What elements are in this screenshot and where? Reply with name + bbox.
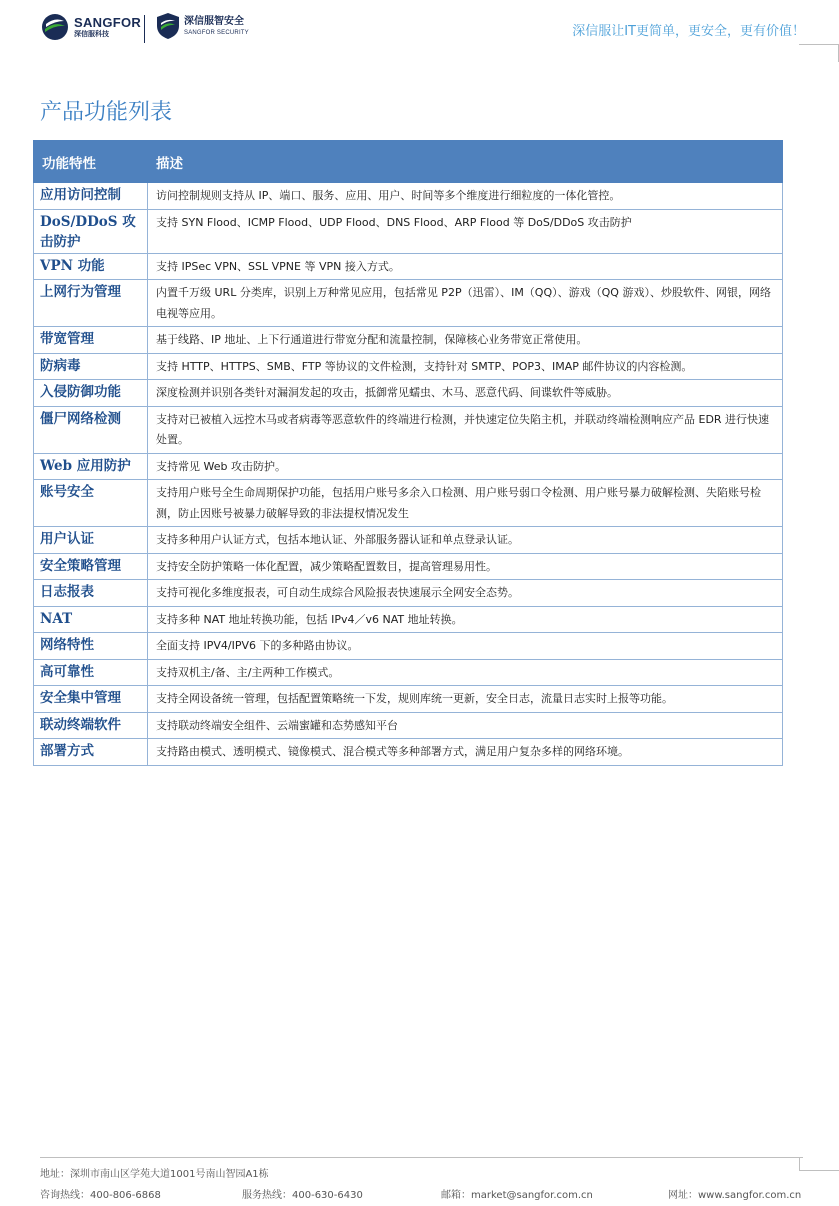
feature-description-cell: 访问控制规则支持从 IP、端口、服务、应用、用户、时间等多个维度进行细粒度的一体化管控。 — [148, 183, 783, 210]
table-row — [34, 580, 783, 607]
table-row — [34, 209, 783, 253]
sangfor-logo — [40, 12, 141, 42]
table-header-row — [34, 141, 783, 183]
feature-description-cell: 支持 IPSec VPN、SSL VPNE 等 VPN 接入方式。 — [148, 253, 783, 280]
table-row — [34, 739, 783, 766]
table-row — [34, 553, 783, 580]
page-header — [0, 0, 839, 60]
table-row — [34, 633, 783, 660]
page-title: 产品功能列表 — [40, 100, 173, 125]
footer-hotline: 咨询热线：400-806-6868 — [40, 1190, 161, 1201]
logo2-cn-text: 深信服智安全 — [184, 15, 244, 27]
table-row — [34, 606, 783, 633]
footer-corner-line-vertical — [799, 1157, 800, 1171]
footer-email: 邮箱：market@sangfor.com.cn — [441, 1190, 593, 1201]
sangfor-logo-icon — [40, 12, 70, 42]
feature-description-cell: 支持联动终端安全组件、云端蜜罐和态势感知平台 — [148, 712, 783, 739]
header-corner-line — [799, 44, 839, 45]
feature-name-cell: DoS/DDoS 攻击防护 — [34, 209, 148, 253]
table-row — [34, 527, 783, 554]
feature-description-cell: 支持 HTTP、HTTPS、SMB、FTP 等协议的文件检测，支持针对 SMTP、POP3、IMAP 邮件协议的内容检测。 — [148, 353, 783, 380]
sangfor-security-logo — [156, 12, 249, 40]
feature-description-cell: 支持路由模式、透明模式、镜像模式、混合模式等多种部署方式，满足用户复杂多样的网络环境。 — [148, 739, 783, 766]
feature-description-cell: 支持 SYN Flood、ICMP Flood、UDP Flood、DNS Flood、ARP Flood 等 DoS/DDoS 攻击防护 — [148, 209, 783, 253]
feature-name-cell: 上网行为管理 — [34, 280, 148, 327]
feature-description-cell: 支持安全防护策略一体化配置，减少策略配置数目，提高管理易用性。 — [148, 553, 783, 580]
feature-name-cell: 带宽管理 — [34, 327, 148, 354]
table-row — [34, 327, 783, 354]
footer-service: 服务热线：400-630-6430 — [242, 1190, 363, 1201]
feature-name-cell: 防病毒 — [34, 353, 148, 380]
feature-name-cell: 安全策略管理 — [34, 553, 148, 580]
slogan: 深信服让IT更简单，更安全，更有价值！ — [572, 24, 805, 39]
feature-name-cell: 账号安全 — [34, 480, 148, 527]
table-row — [34, 353, 783, 380]
column-header-feature: 功能特性 — [34, 141, 148, 183]
footer-website: 网址：www.sangfor.com.cn — [668, 1190, 802, 1201]
logo-en-text: SANGFOR — [74, 15, 142, 30]
feature-name-cell: Web 应用防护 — [34, 453, 148, 480]
table-row — [34, 712, 783, 739]
table-row — [34, 480, 783, 527]
feature-name-cell: 高可靠性 — [34, 659, 148, 686]
feature-description-cell: 内置千万级 URL 分类库，识别上万种常见应用，包括常见 P2P（迅雷）、IM（QQ）、游戏（QQ 游戏）、炒股软件、网银，网络电视等应用。 — [148, 280, 783, 327]
feature-name-cell: 部署方式 — [34, 739, 148, 766]
feature-name-cell: NAT — [34, 606, 148, 633]
feature-description-cell: 支持常见 Web 攻击防护。 — [148, 453, 783, 480]
footer-address: 地址：深圳市南山区学苑大道1001号南山智园A1栋 — [40, 1169, 269, 1180]
logo-cn-text: 深信服科技 — [74, 30, 109, 38]
feature-description-cell: 支持全网设备统一管理，包括配置策略统一下发，规则库统一更新，安全日志，流量日志实时上报等功能。 — [148, 686, 783, 713]
feature-description-cell: 支持对已被植入远控木马或者病毒等恶意软件的终端进行检测，并快速定位失陷主机，并联动终端检测响应产品 EDR 进行快速处置。 — [148, 406, 783, 453]
feature-table — [33, 140, 783, 766]
table-row — [34, 183, 783, 210]
feature-description-cell: 支持可视化多维度报表，可自动生成综合风险报表快速展示全网安全态势。 — [148, 580, 783, 607]
table-body — [34, 183, 783, 766]
feature-name-cell: VPN 功能 — [34, 253, 148, 280]
feature-name-cell: 网络特性 — [34, 633, 148, 660]
footer-corner-line — [799, 1170, 839, 1171]
table-row — [34, 406, 783, 453]
footer-divider — [40, 1157, 803, 1158]
table-row — [34, 453, 783, 480]
feature-description-cell: 支持双机主/备、主/主两种工作模式。 — [148, 659, 783, 686]
feature-description-cell: 全面支持 IPV4/IPV6 下的多种路由协议。 — [148, 633, 783, 660]
column-header-description: 描述 — [148, 141, 783, 183]
feature-description-cell: 支持多种 NAT 地址转换功能，包括 IPv4／v6 NAT 地址转换。 — [148, 606, 783, 633]
feature-description-cell: 基于线路、IP 地址、上下行通道进行带宽分配和流量控制，保障核心业务带宽正常使用。 — [148, 327, 783, 354]
table-row — [34, 280, 783, 327]
table-row — [34, 659, 783, 686]
feature-name-cell: 日志报表 — [34, 580, 148, 607]
table-row — [34, 253, 783, 280]
feature-description-cell: 支持多种用户认证方式，包括本地认证、外部服务器认证和单点登录认证。 — [148, 527, 783, 554]
feature-name-cell: 安全集中管理 — [34, 686, 148, 713]
feature-description-cell: 深度检测并识别各类针对漏洞发起的攻击，抵御常见蠕虫、木马、恶意代码、间谍软件等威胁。 — [148, 380, 783, 407]
feature-name-cell: 应用访问控制 — [34, 183, 148, 210]
feature-name-cell: 用户认证 — [34, 527, 148, 554]
feature-name-cell: 僵尸网络检测 — [34, 406, 148, 453]
logo-divider — [144, 15, 145, 43]
table-row — [34, 686, 783, 713]
feature-name-cell: 联动终端软件 — [34, 712, 148, 739]
logo2-en-text: SANGFOR SECURITY — [184, 29, 249, 36]
shield-icon — [156, 12, 180, 40]
feature-description-cell: 支持用户账号全生命周期保护功能，包括用户账号多余入口检测、用户账号弱口令检测、用户账号暴力破解检测、失陷账号检测，防止因账号被暴力破解导致的非法提权情况发生 — [148, 480, 783, 527]
feature-name-cell: 入侵防御功能 — [34, 380, 148, 407]
table-row — [34, 380, 783, 407]
